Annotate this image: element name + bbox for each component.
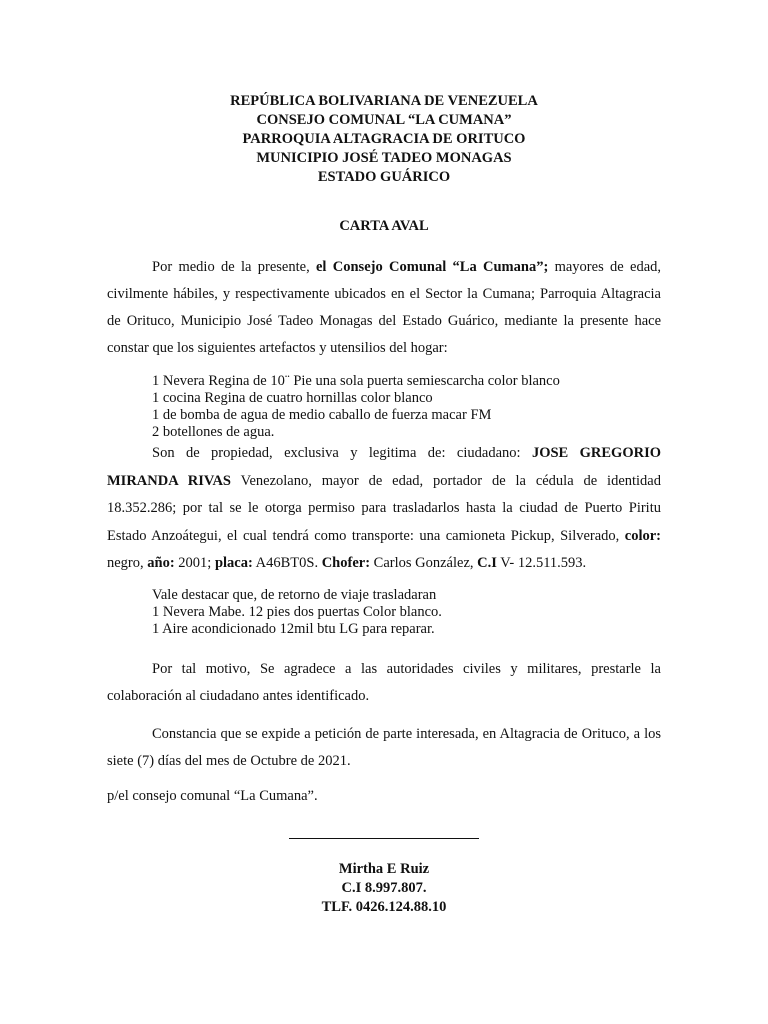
ownership-text-start: Son de propiedad, exclusiva y legitima de: ciudadano: [152, 445, 532, 461]
list-item: 1 Nevera Mabe. 12 pies dos puertas Color blanco. [152, 604, 442, 620]
driver-ci-value: V- 12.511.593. [496, 555, 587, 571]
header-line-parish: PARROQUIA ALTAGRACIA DE ORITUCO [242, 131, 526, 147]
intro-council-name: el Consejo Comunal “La Cumana”; [316, 259, 549, 275]
thanks-paragraph: Por tal motivo, Se agradece a las autoridades civiles y militares, prestarle la colaboración al ciudadano antes identificado. [107, 661, 661, 704]
header-line-municipality: MUNICIPIO JOSÉ TADEO MONAGAS [256, 150, 512, 166]
ownership-paragraph [107, 440, 661, 578]
driver-value: Carlos González, [370, 555, 478, 571]
list-item: 1 cocina Regina de cuatro hornillas color blanco [152, 390, 433, 406]
signature-line [289, 838, 479, 839]
list-item: 2 botellones de agua. [152, 424, 275, 440]
intro-paragraph [107, 254, 661, 362]
list-item: 1 de bomba de agua de medio caballo de fuerza macar FM [152, 407, 492, 423]
year-value: 2001; [174, 555, 215, 571]
signer-phone: TLF. 0426.124.88.10 [321, 899, 447, 915]
color-value: negro, [107, 555, 148, 571]
letterhead [0, 92, 768, 187]
list-item: 1 Aire acondicionado 12mil btu LG para reparar. [152, 621, 435, 637]
header-line-state: ESTADO GUÁRICO [317, 169, 451, 185]
plate-value: A46BT0S. [252, 555, 322, 571]
list-item: 1 Nevera Regina de 10¨ Pie una sola puerta semiescarcha color blanco [152, 373, 560, 389]
signer-name: Mirtha E Ruiz [338, 861, 430, 877]
document-title: CARTA AVAL [339, 218, 429, 234]
color-label: color: [624, 527, 661, 544]
driver-label: Chofer: [321, 555, 371, 571]
year-label: año: [147, 555, 175, 571]
plate-label: placa: [214, 555, 253, 571]
header-line-council: CONSEJO COMUNAL “LA CUMANA” [256, 112, 512, 128]
header-line-country: REPÚBLICA BOLIVARIANA DE VENEZUELA [230, 93, 538, 109]
intro-text-end: mayores de edad, civilmente hábiles, y respectivamente ubicados en el Sector la Cumana; Parroquia Altagracia de Orituco, Municipio José Tadeo Monagas del Estado Guárico, mediante la presente hace constar que los siguientes artefactos y utensilios del hogar: [107, 259, 662, 356]
owner-name: JOSE GREGORIO MIRANDA RIVAS [107, 445, 661, 489]
closing-line: p/el consejo comunal “La Cumana”. [107, 788, 318, 804]
signature-block [0, 860, 768, 917]
driver-ci-label: C.I [477, 555, 497, 571]
ownership-text-middle: Venezolano, mayor de edad, portador de la cédula de identidad 18.352.286; por tal se le otorga permiso para trasladarlos hasta la ciudad de Puerto Piritu Estado Anzoátegui, el cual tendrá como transporte: una camioneta Pickup, Silverado, [107, 472, 661, 544]
intro-text-start: Por medio de la presente, [152, 259, 316, 275]
signer-ci: C.I 8.997.807. [341, 880, 427, 896]
record-paragraph: Constancia que se expide a petición de parte interesada, en Altagracia de Orituco, a los siete (7) días del mes de Octubre de 2021. [107, 726, 661, 769]
items-list [152, 373, 560, 441]
return-items-list [152, 587, 442, 638]
list-item: Vale destacar que, de retorno de viaje trasladaran [152, 587, 437, 603]
